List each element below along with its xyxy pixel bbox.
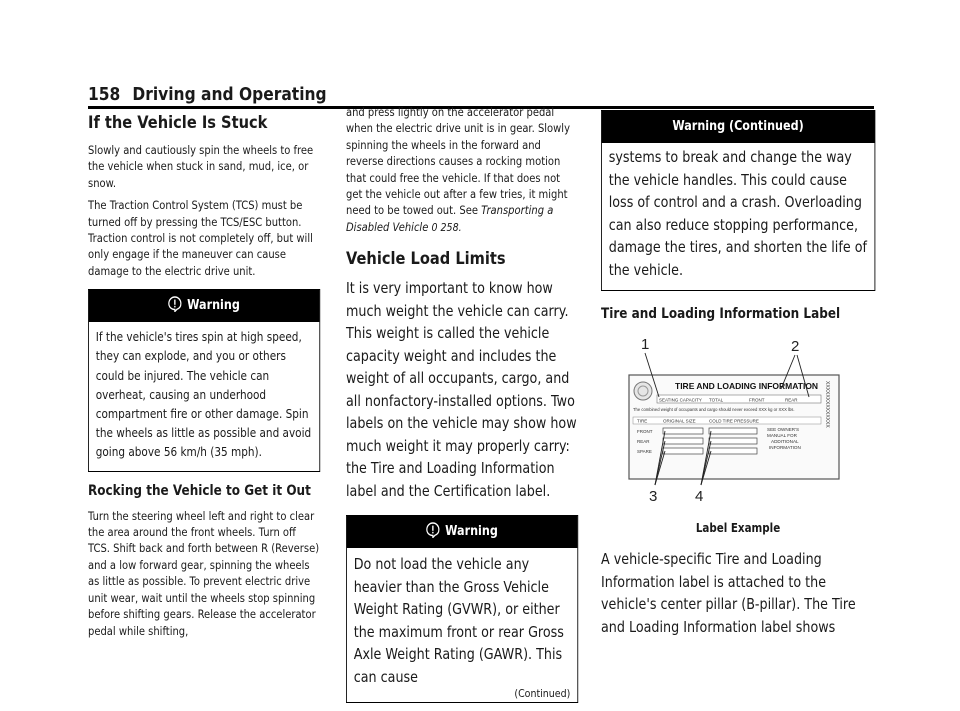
tire-loading-label-illustration [613, 333, 853, 509]
svg-text:TOTAL: TOTAL [709, 397, 724, 403]
continued-label: (Continued) [514, 687, 571, 701]
seal-icon [634, 382, 652, 400]
paragraph: Turn the steering wheel left and right to clear the area around the front wheels. Turn off TCS. Shift back and forth between R (Reverse) and a low forward gear, spinning the wheels as little as possible. To prevent electric drive unit wear, wait until the wheels stop spinning before shifting gears. Release the accelerator pedal while shifting, [88, 508, 320, 638]
svg-text:ORIGINAL SIZE: ORIGINAL SIZE [663, 418, 696, 424]
warning-text: If the vehicle's tires spin at high speed, they can explode, and you or others could be injured. The vehicle can overheat, causing an underhood compartment fire or other damage. Spin the wheels as little as possible and avoid going above 56 km/h (35 mph). [95, 330, 312, 460]
paragraph: It is very important to know how much weight the vehicle can carry. This weight is called the vehicle capacity weight and includes the weight of all occupants, cargo, and all nonfactory-installed options. Two labels on the vehicle may show how much weight it may properly carry: the Tire and Loading Information label and the Certification label. [346, 280, 577, 500]
callout-2: 2 [791, 338, 800, 355]
callout-4: 4 [695, 488, 704, 505]
column-3 [601, 108, 875, 645]
page-number: 158 [88, 84, 121, 105]
seating-capacity: SEATING CAPACITY [659, 397, 702, 403]
warning-header [89, 290, 319, 322]
callout-1: 1 [641, 336, 650, 353]
svg-text:INFORMATION: INFORMATION [769, 445, 801, 450]
warning-box-continued [601, 110, 875, 291]
svg-text:SPARE: SPARE [637, 449, 652, 454]
paragraph: Slowly and cautiously spin the wheels to free the vehicle when stuck in sand, mud, ice, or snow. [88, 143, 314, 190]
margin-marks: XXXXXXXXXXXXXX [824, 381, 830, 428]
section-heading-stuck: If the Vehicle Is Stuck [88, 113, 268, 133]
label-example-figure [613, 333, 853, 509]
weight-note: The combined weight of occupants and cargo should never exceed XXX kg or XXX lbs. [633, 407, 795, 412]
svg-text:SEE OWNER'S: SEE OWNER'S [767, 427, 800, 432]
warning-box [88, 289, 320, 471]
warning-icon [168, 296, 182, 312]
paragraph: A vehicle-specific Tire and Loading Information label is attached to the vehicle's center pillar (B-pillar). The Tire and Loading Information label shows [601, 551, 856, 636]
warning-header: Warning (Continued) [602, 111, 874, 143]
cross-reference-link[interactable]: Transporting a Disabled Vehicle [346, 203, 554, 234]
label-title: TIRE AND LOADING INFORMATION [675, 381, 819, 391]
warning-icon [426, 522, 440, 538]
paragraph: The Traction Control System (TCS) must be turned off by pressing the TCS/ESC button. Traction control is not completely off, but will only engage if the maneuver can cause damage to the electric drive unit. [88, 198, 313, 278]
svg-text:FRONT: FRONT [637, 429, 653, 434]
callout-3: 3 [649, 488, 658, 505]
paragraph: and press lightly on the accelerator pedal when the electric drive unit is in gear. Slowly spinning the wheels in the forward and reverse directions causes a rocking motion that could free the vehicle. If that does not get the vehicle out after a few tries, it might need to be towed out. See Transporting a Disabled Vehicle 0 258. [346, 105, 570, 234]
svg-text:TIRE: TIRE [637, 418, 648, 424]
section-heading-load-limits: Vehicle Load Limits [346, 249, 506, 270]
warning-header [347, 516, 577, 548]
page-header [88, 84, 874, 106]
svg-text:REAR: REAR [785, 397, 798, 403]
page-reference: 0 258. [431, 220, 462, 234]
subheading-tire-label: Tire and Loading Information Label [601, 306, 841, 322]
svg-text:MANUAL FOR: MANUAL FOR [767, 433, 797, 438]
svg-text:ADDITIONAL: ADDITIONAL [771, 439, 799, 444]
svg-text:REAR: REAR [637, 439, 650, 444]
svg-text:COLD TIRE PRESSURE: COLD TIRE PRESSURE [709, 418, 759, 424]
warning-title: Warning [187, 298, 240, 314]
svg-text:FRONT: FRONT [749, 397, 765, 403]
warning-box [346, 515, 578, 703]
figure-caption: Label Example [695, 521, 781, 535]
warning-title: Warning [445, 524, 498, 540]
column-2 [346, 104, 578, 711]
column-1 [88, 108, 320, 645]
warning-text: systems to break and change the way the vehicle handles. This could cause loss of control and a crash. Overloading can also reduce stopping performance, damage the tires, and shorten the life of the vehicle. [608, 149, 867, 279]
subheading-rocking: Rocking the Vehicle to Get it Out [88, 482, 311, 499]
section-title: Driving and Operating [132, 84, 327, 105]
warning-text: Do not load the vehicle any heavier than the Gross Vehicle Weight Rating (GVWR), or either the maximum front or rear Gross Axle Weight Rating (GAWR). This can cause [353, 556, 564, 686]
